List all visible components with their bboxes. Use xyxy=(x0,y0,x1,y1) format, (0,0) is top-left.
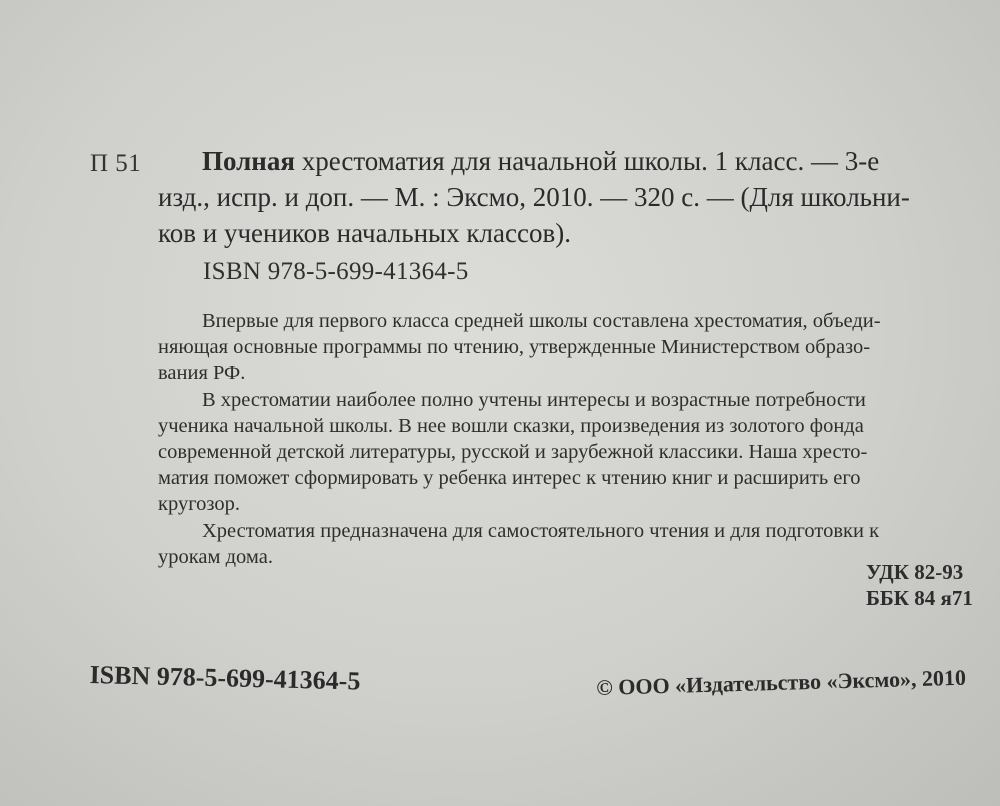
title-rest: хрестоматия для начальной школы. 1 класс. — 3-е xyxy=(294,146,880,176)
annotation-text xyxy=(158,308,968,570)
title-lead-word: Полная xyxy=(202,146,295,176)
isbn-record: ISBN 978-5-699-41364-5 xyxy=(203,258,469,285)
udk-code: УДК 82-93 xyxy=(866,560,964,584)
annotation-line: кругозор. xyxy=(158,493,240,516)
annotation-line: В хрестоматии наиболее полно учтены интересы и возрастные потребности xyxy=(202,388,866,411)
catalog-code: П 51 xyxy=(90,150,142,177)
annotation-line: ученика начальной школы. В нее вошли сказки, произведения из золотого фонда xyxy=(158,414,864,437)
annotation-line: современной детской литературы, русской и зарубежной классики. Наша хресто- xyxy=(158,441,868,464)
copyright-notice: © ООО «Издательство «Эксмо», 2010 xyxy=(596,664,967,700)
annotation-line: Впервые для первого класса средней школы составлена хрестоматия, объеди- xyxy=(202,310,881,332)
annotation-line: матия поможет сформировать у ребенка интерес к чтению книг и расширить его xyxy=(158,467,861,490)
bibliographic-record xyxy=(158,143,968,251)
annotation-line: урокам дома. xyxy=(158,545,273,568)
isbn-footer: ISBN 978-5-699-41364-5 xyxy=(89,660,361,696)
annotation-line: няющая основные программы по чтению, утвержденные Министерством образо- xyxy=(158,336,871,359)
annotation-line: вания РФ. xyxy=(158,362,246,385)
bibliographic-line-3: ков и учеников начальных классов). xyxy=(158,218,571,248)
bbk-code: ББК 84 я71 xyxy=(866,586,973,610)
bibliographic-line-1 xyxy=(158,143,968,179)
annotation-line: Хрестоматия предназначена для самостоятельного чтения и для подготовки к xyxy=(202,519,880,542)
classification-codes xyxy=(866,559,973,611)
bibliographic-line-2: изд., испр. и доп. — М. : Эксмо, 2010. — 320 с. — (Для школьни- xyxy=(158,182,910,212)
